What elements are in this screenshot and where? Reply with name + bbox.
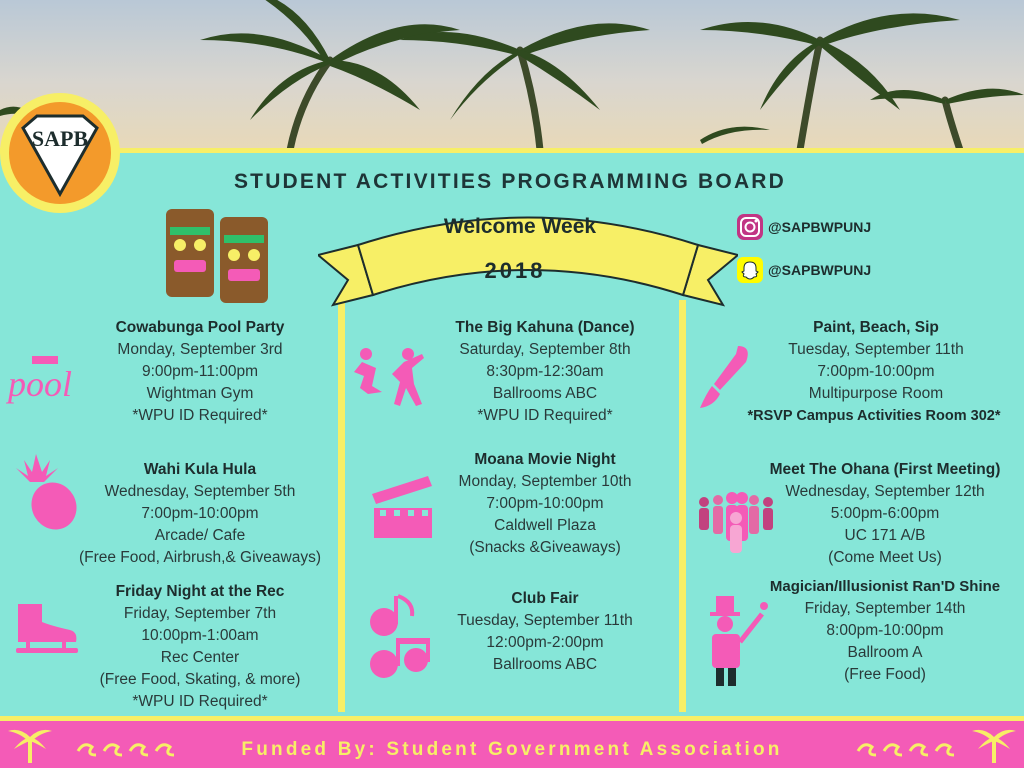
event-meet-the-ohana: [755, 459, 1015, 569]
snapchat-icon: [736, 256, 764, 284]
event-location: Multipurpose Room: [808, 385, 944, 402]
tiki-masks-icon: [160, 205, 280, 305]
event-time: 12:00pm-2:00pm: [486, 634, 604, 651]
board-title: STUDENT ACTIVITIES PROGRAMMING BOARD: [233, 170, 787, 193]
event-date: Tuesday, September 11th: [457, 612, 633, 629]
instagram-handle: @SAPBWPUNJ: [768, 219, 872, 235]
event-paint-beach-sip: [738, 317, 1014, 427]
event-rsvp-note: *RSVP Campus Activities Room 302*: [747, 408, 1001, 424]
superman-shield-icon: [9, 102, 111, 204]
event-note: *WPU ID Required*: [477, 407, 613, 424]
event-name: Moana Movie Night: [474, 451, 616, 468]
event-date: Friday, September 14th: [804, 600, 966, 617]
event-date: Tuesday, September 11th: [788, 341, 964, 358]
event-date: Wednesday, September 5th: [104, 483, 296, 500]
event-name: Club Fair: [511, 590, 579, 607]
event-location: Ballroom A: [847, 644, 923, 661]
event-name: Cowabunga Pool Party: [115, 319, 285, 336]
event-location: Arcade/ Cafe: [154, 527, 246, 544]
divider-right: [679, 300, 686, 712]
event-note: (Free Food, Airbrush,& Giveaways): [78, 549, 322, 566]
event-time: 7:00pm-10:00pm: [486, 495, 604, 512]
event-location: Rec Center: [160, 649, 240, 666]
event-time: 9:00pm-11:00pm: [141, 363, 259, 380]
event-magician-illusionist: [755, 576, 1015, 686]
event-name: Magician/Illusionist Ran'D Shine: [769, 578, 1001, 595]
event-time: 5:00pm-6:00pm: [830, 505, 940, 522]
event-location: Caldwell Plaza: [494, 517, 596, 534]
event-note: (Come Meet Us): [828, 549, 942, 566]
event-name: The Big Kahuna (Dance): [455, 319, 635, 336]
social-snapchat[interactable]: [736, 256, 871, 284]
event-note: (Snacks &Giveaways): [469, 539, 621, 556]
event-location: Ballrooms ABC: [492, 385, 598, 402]
banner-year: 2018: [484, 258, 546, 283]
event-location: UC 171 A/B: [844, 527, 926, 544]
event-date: Monday, September 10th: [458, 473, 632, 490]
sapb-logo: [0, 93, 120, 213]
event-name: Wahi Kula Hula: [143, 461, 257, 478]
event-club-fair: [420, 588, 670, 676]
banner-title: Welcome Week: [443, 215, 597, 238]
svg-text:pool: pool: [8, 364, 73, 404]
event-big-kahuna-dance: [420, 317, 670, 427]
event-location: Wightman Gym: [146, 385, 254, 402]
event-name: Paint, Beach, Sip: [813, 319, 939, 336]
event-date: Friday, September 7th: [123, 605, 277, 622]
event-wahi-kula-hula: [60, 459, 340, 569]
event-cowabunga-pool-party: [70, 317, 330, 427]
event-time: 8:30pm-12:30am: [486, 363, 604, 380]
event-location: Ballrooms ABC: [492, 656, 598, 673]
event-time: 7:00pm-10:00pm: [817, 363, 935, 380]
event-note: (Free Food): [844, 666, 926, 683]
event-time: 8:00pm-10:00pm: [826, 622, 944, 639]
event-date: Monday, September 3rd: [117, 341, 283, 358]
event-note: *WPU ID Required*: [132, 693, 268, 710]
event-friday-night-rec: [70, 581, 330, 713]
event-date: Saturday, September 8th: [459, 341, 631, 358]
event-time: 10:00pm-1:00am: [141, 627, 259, 644]
event-name: Friday Night at the Rec: [115, 583, 285, 600]
social-instagram[interactable]: [736, 213, 871, 241]
event-note: *WPU ID Required*: [132, 407, 268, 424]
event-moana-movie-night: [420, 449, 670, 559]
palm-trees-icon: [0, 0, 1024, 150]
sky-header-image: [0, 0, 1024, 150]
event-note: (Free Food, Skating, & more): [99, 671, 301, 688]
event-name: Meet The Ohana (First Meeting): [769, 461, 1001, 478]
instagram-icon: [736, 213, 764, 241]
snapchat-handle: @SAPBWPUNJ: [768, 262, 872, 278]
footer-text: Funded By: Student Government Association: [241, 739, 783, 760]
event-time: 7:00pm-10:00pm: [141, 505, 259, 522]
event-date: Wednesday, September 12th: [785, 483, 985, 500]
footer-bar: [0, 716, 1024, 768]
palm-wave-decoration-right: [824, 721, 1024, 767]
logo-text: SAPB: [31, 126, 89, 151]
